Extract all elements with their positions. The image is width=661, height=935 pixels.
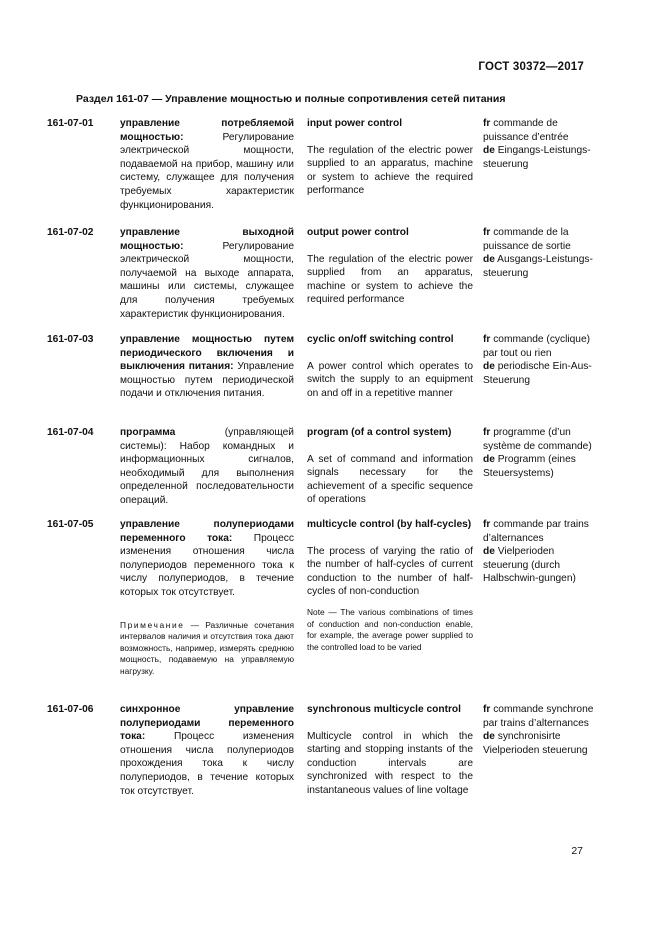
- russian-definition-text: Управление мощностью путем периодической подачи и отключения питания.: [120, 361, 294, 400]
- french-label: fr: [483, 704, 491, 715]
- english-definition: [307, 703, 473, 798]
- german-term: Eingangs-Leistungs-steuerung: [483, 145, 591, 170]
- german-term: Ausgangs-Leistungs-steuerung: [483, 254, 593, 279]
- english-definition: [307, 426, 473, 507]
- foreign-equivalents: [483, 117, 601, 171]
- english-term: cyclic on/off switching control: [307, 334, 454, 345]
- russian-term: управление выходной мощностью:: [120, 227, 294, 252]
- french-term: commande (cyclique) par tout ou rien: [483, 334, 591, 359]
- page-header-standard: ГОСТ 30372—2017: [478, 61, 584, 73]
- french-label: fr: [483, 519, 491, 530]
- russian-note: [120, 620, 294, 678]
- french-term: commande de puissance d’entrée: [483, 118, 569, 143]
- russian-note-label: Примечание: [120, 619, 185, 630]
- german-term: Vielperioden steuerung (durch Halbschwin-gungen): [483, 546, 576, 585]
- page-number: 27: [571, 845, 583, 857]
- english-term: multicycle control (by half-cycles): [307, 519, 472, 530]
- russian-term: программа: [120, 427, 176, 438]
- french-label: fr: [483, 118, 491, 129]
- russian-definition: [120, 333, 294, 401]
- russian-definition: [120, 703, 294, 798]
- french-term: commande synchrone par trains d’alternances: [483, 704, 594, 729]
- french-label: fr: [483, 427, 491, 438]
- english-definition-text: The process of varying the ratio of the number of half-cycles of current conduction to the number of half-cycles of non-conduction: [307, 545, 473, 598]
- russian-term: управление потребляемой мощностью:: [120, 118, 294, 143]
- english-definition-text: The regulation of the electric power supplied to an apparatus, machine or system to achieve the required performance: [307, 144, 473, 197]
- french-term: programme (d’un système de commande): [483, 427, 592, 452]
- russian-definition-text: Процесс изменения отношения числа полупериодов переменного тока к числу полупериодов, в течение которых ток отсутствует.: [120, 532, 294, 598]
- foreign-equivalents: [483, 703, 601, 757]
- russian-definition-text: (управляющей системы): Набор командных и информационных сигналов, необходимый для выполнения определенной последовательности операций.: [120, 427, 294, 506]
- german-term: periodische Ein-Aus-Steuerung: [483, 361, 592, 386]
- german-label: de: [483, 145, 495, 157]
- russian-definition: [120, 117, 294, 212]
- russian-definition: [120, 518, 294, 678]
- term-code: 161-07-05: [47, 519, 94, 530]
- russian-term: синхронное управление полупериодами переменного тока:: [120, 704, 294, 743]
- english-definition-text: Multicycle control in which the starting and stopping instants of the conduction intervals are synchronized with respect to the instantaneous values of line voltage: [307, 730, 473, 796]
- russian-definition-text: Регулирование электрической мощности, подаваемой на прибор, машину или систему, служащее для получения требуемых характеристик функционирования.: [120, 131, 294, 211]
- german-label: de: [483, 254, 495, 266]
- english-term: output power control: [307, 227, 409, 238]
- russian-note-text: — Различные сочетания интервалов наличия и отсутствия тока дают возможность, например, измерять среднюю мощность, подаваемую на управляемую нагрузку.: [120, 619, 294, 676]
- german-label: de: [483, 454, 495, 466]
- russian-definition: [120, 226, 294, 321]
- russian-term: управление полупериодами переменного тока:: [120, 519, 294, 544]
- foreign-equivalents: [483, 333, 601, 387]
- term-code: 161-07-01: [47, 118, 94, 129]
- section-title: Раздел 161-07 — Управление мощностью и полные сопротивления сетей питания: [76, 93, 506, 105]
- foreign-equivalents: [483, 226, 601, 280]
- english-definition: [307, 333, 473, 400]
- french-term: commande par trains d’alternances: [483, 519, 589, 544]
- foreign-equivalents: [483, 518, 601, 586]
- russian-term: управление мощностью путем периодического включения и выключения питания:: [120, 334, 294, 373]
- english-term: program (of a control system): [307, 427, 452, 438]
- term-code: 161-07-03: [47, 334, 94, 345]
- german-label: de: [483, 546, 495, 558]
- russian-definition: [120, 426, 294, 508]
- russian-definition-text: Процесс изменения отношения числа полупериодов прохождения тока к числу полупериодов, в течение которых ток отсутствует.: [120, 731, 294, 797]
- foreign-equivalents: [483, 426, 601, 480]
- german-term: Programm (eines Steuersystems): [483, 454, 576, 479]
- english-term: input power control: [307, 118, 403, 129]
- term-code: 161-07-02: [47, 227, 94, 238]
- english-definition-text: A set of command and information signals necessary for the achievement of a specific sequence of operations: [307, 453, 473, 506]
- english-definition-text: The regulation of the electric power supplied from an apparatus, machine or system to achieve the required performance: [307, 253, 473, 306]
- term-code: 161-07-04: [47, 427, 94, 438]
- english-definition-text: A power control which operates to switch the supply to an equipment on and off in a repetitive manner: [307, 360, 473, 399]
- english-definition: [307, 226, 473, 307]
- french-label: fr: [483, 227, 491, 238]
- english-definition: [307, 117, 473, 198]
- german-label: de: [483, 731, 495, 743]
- german-label: de: [483, 361, 495, 373]
- french-term: commande de la puissance de sortie: [483, 227, 571, 252]
- english-note: Note — The various combinations of times of conduction and non-conduction enable, for example, the average power supplied to the controlled load to be varied: [307, 606, 473, 652]
- french-label: fr: [483, 334, 491, 345]
- russian-definition-text: Регулирование электрической мощности, получаемой на выходе аппарата, машины или системы, служащее для получения требуемых характеристик функционирования.: [120, 240, 294, 320]
- term-code: 161-07-06: [47, 704, 94, 715]
- english-term: synchronous multicycle control: [307, 704, 461, 715]
- german-term: synchronisirte Vielperioden steuerung: [483, 731, 588, 756]
- english-definition: [307, 518, 473, 653]
